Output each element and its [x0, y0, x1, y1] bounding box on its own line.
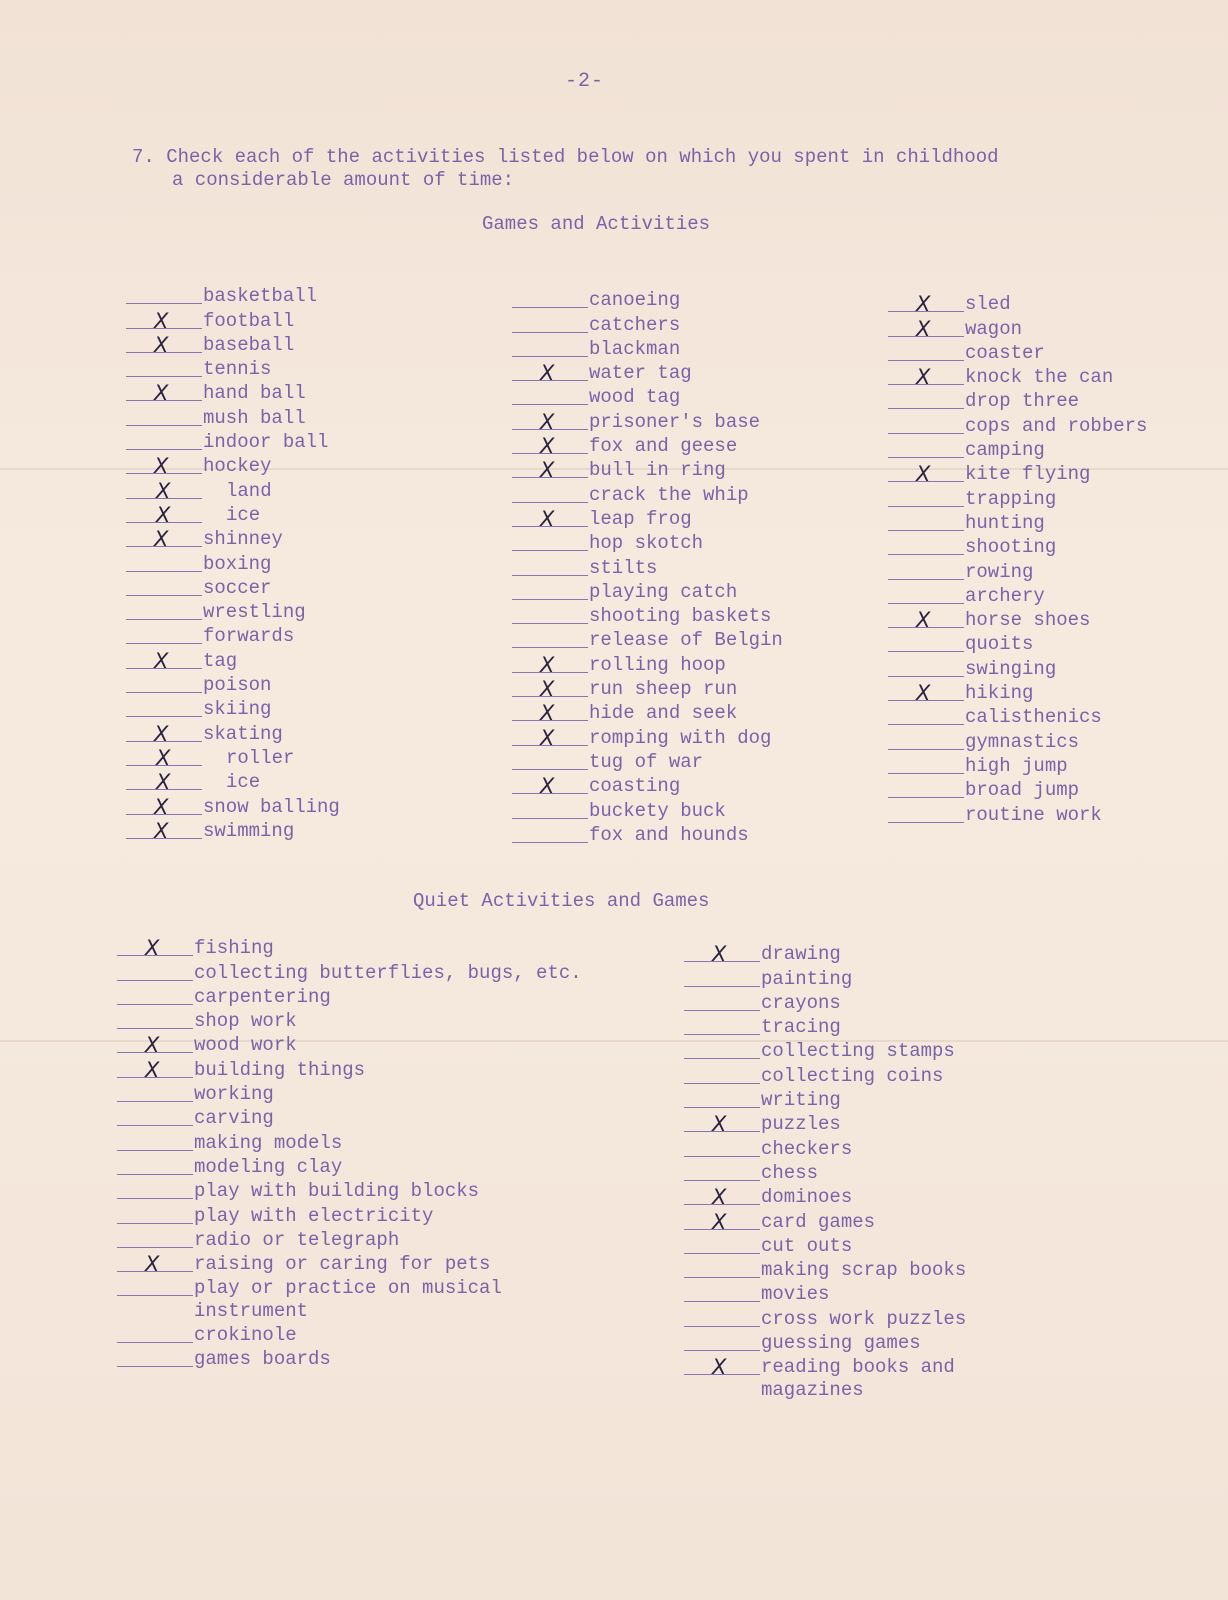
check-mark-icon: X: [540, 701, 555, 726]
checkbox-blank-line[interactable]: [117, 1003, 193, 1005]
checklist-item-label: release of Belgin: [589, 629, 783, 652]
checkbox-blank-line[interactable]: [512, 768, 588, 770]
check-mark-icon: X: [154, 648, 169, 673]
checklist-item-label: swimming: [203, 819, 295, 842]
check-mark-icon: X: [916, 608, 931, 633]
checklist-item-label: basketball: [203, 285, 318, 308]
checkbox-blank-line[interactable]: [684, 1009, 760, 1011]
checkbox-blank-line[interactable]: [888, 432, 964, 434]
checkbox-blank-line[interactable]: [117, 1341, 193, 1343]
check-mark-icon: X: [712, 1209, 727, 1234]
checkbox-blank-line[interactable]: [126, 715, 202, 717]
checklist-item-label: guessing games: [761, 1332, 921, 1355]
checklist-item-label: tug of war: [589, 750, 704, 773]
checklist-item-label: baseball: [203, 333, 295, 356]
checkbox-blank-line[interactable]: [512, 355, 588, 357]
check-mark-icon: X: [540, 677, 555, 702]
check-mark-icon: X: [145, 936, 160, 961]
checklist-item-label: wrestling: [203, 601, 306, 624]
checkbox-blank-line[interactable]: [684, 1252, 760, 1254]
checklist-item-label: carpentering: [194, 985, 331, 1008]
checklist-item-label: crokinole: [194, 1323, 297, 1346]
checkbox-blank-line[interactable]: [512, 598, 588, 600]
checklist-item-label: hop skotch: [589, 532, 704, 555]
checklist-item-label: collecting butterflies, bugs, etc.: [194, 961, 582, 984]
paper-fold: [0, 1040, 1228, 1042]
checklist-item-label: dominoes: [761, 1186, 853, 1209]
check-mark-icon: X: [540, 774, 555, 799]
check-mark-icon: X: [916, 462, 931, 487]
checklist-item-label: hand ball: [203, 382, 306, 405]
checklist-item-label: wood tag: [589, 386, 681, 409]
checklist-item-label: stilts: [589, 556, 658, 579]
checkbox-blank-line[interactable]: [126, 570, 202, 572]
check-mark-icon: X: [540, 409, 555, 434]
checkbox-blank-line[interactable]: [126, 448, 202, 450]
checklist-item-label: shop work: [194, 1010, 297, 1033]
section-title-quiet: Quiet Activities and Games: [413, 890, 710, 912]
checkbox-blank-line[interactable]: [684, 1155, 760, 1157]
checkbox-blank-line[interactable]: [888, 578, 964, 580]
checklist-item-label: checkers: [761, 1137, 853, 1160]
checkbox-blank-line[interactable]: [888, 456, 964, 458]
checklist-item-label: kite flying: [965, 463, 1091, 486]
checklist-item-label: forwards: [203, 625, 295, 648]
checkbox-blank-line[interactable]: [512, 574, 588, 576]
checklist-item-label: indoor ball: [203, 431, 329, 454]
check-mark-icon: X: [540, 506, 555, 531]
checklist-item-label: coasting: [589, 775, 681, 798]
check-mark-icon: X: [156, 478, 171, 503]
checkbox-blank-line[interactable]: [684, 1082, 760, 1084]
checkbox-blank-line[interactable]: [117, 1222, 193, 1224]
checkbox-blank-line[interactable]: [684, 1179, 760, 1181]
checklist-item-label: swinging: [965, 657, 1057, 680]
check-mark-icon: X: [712, 942, 727, 967]
checklist-item-label: play with electricity: [194, 1204, 434, 1227]
checklist-item-label: raising or caring for pets: [194, 1253, 491, 1276]
checkbox-blank-line[interactable]: [126, 594, 202, 596]
checkbox-blank-line[interactable]: [512, 306, 588, 308]
checklist-item-label: hide and seek: [589, 702, 738, 725]
checklist-item-label: prisoner's base: [589, 410, 761, 433]
checkbox-blank-line[interactable]: [126, 375, 202, 377]
checkbox-blank-line[interactable]: [684, 1106, 760, 1108]
checkbox-blank-line[interactable]: [684, 1057, 760, 1059]
check-mark-icon: X: [154, 381, 169, 406]
checklist-item-label: puzzles: [761, 1113, 841, 1136]
checklist-item-label: modeling clay: [194, 1155, 343, 1178]
checkbox-blank-line[interactable]: [888, 602, 964, 604]
checklist-item-label: making scrap books: [761, 1259, 967, 1282]
checkbox-blank-line[interactable]: [512, 403, 588, 405]
check-mark-icon: X: [540, 361, 555, 386]
checklist-item-label: working: [194, 1083, 274, 1106]
checklist-item-label: rolling hoop: [589, 653, 726, 676]
checklist-item-label: collecting stamps: [761, 1040, 955, 1063]
checklist-item-label: drawing: [761, 943, 841, 966]
check-mark-icon: X: [156, 745, 171, 770]
checklist-item-label: playing catch: [589, 580, 738, 603]
checklist-item-label: collecting coins: [761, 1064, 944, 1087]
checkbox-blank-line[interactable]: [888, 723, 964, 725]
checklist-item-label: buckety buck: [589, 799, 726, 822]
checkbox-blank-line[interactable]: [888, 675, 964, 677]
checkbox-blank-line[interactable]: [117, 1124, 193, 1126]
checklist-item-label: radio or telegraph: [194, 1228, 400, 1251]
checklist-item-label: coaster: [965, 341, 1045, 364]
check-mark-icon: X: [154, 527, 169, 552]
checkbox-blank-line[interactable]: [888, 359, 964, 361]
checkbox-blank-line[interactable]: [117, 1246, 193, 1248]
checklist-item-label: movies: [761, 1283, 830, 1306]
checklist-item-label: canoeing: [589, 289, 681, 312]
checklist-item-label: mush ball: [203, 406, 306, 429]
checklist-item-label: cops and robbers: [965, 414, 1148, 437]
check-mark-icon: X: [540, 458, 555, 483]
checklist-item-label: ice: [226, 503, 261, 526]
checkbox-blank-line[interactable]: [888, 505, 964, 507]
checkbox-blank-line[interactable]: [684, 1325, 760, 1327]
check-mark-icon: X: [154, 794, 169, 819]
checklist-item-label: tennis: [203, 358, 272, 381]
checkbox-blank-line[interactable]: [117, 979, 193, 981]
checkbox-blank-line[interactable]: [684, 985, 760, 987]
check-mark-icon: X: [916, 365, 931, 390]
checklist-item-label: chess: [761, 1161, 819, 1184]
checklist-item-label: play with building blocks: [194, 1180, 480, 1203]
checklist-item-label: hiking: [965, 682, 1034, 705]
checklist-item-label: building things: [194, 1058, 366, 1081]
checklist-item-label: romping with dog: [589, 726, 772, 749]
check-mark-icon: X: [154, 308, 169, 333]
checklist-item-label: shooting baskets: [589, 605, 772, 628]
checklist-item-label: catchers: [589, 313, 681, 336]
checkbox-blank-line[interactable]: [888, 748, 964, 750]
checkbox-blank-line[interactable]: [684, 1300, 760, 1302]
checkbox-blank-line[interactable]: [684, 1349, 760, 1351]
check-mark-icon: X: [145, 1057, 160, 1082]
checklist-item-label: run sheep run: [589, 678, 738, 701]
checklist-item-label: water tag: [589, 362, 692, 385]
checklist-item-label: camping: [965, 439, 1045, 462]
checklist-item-label: calisthenics: [965, 706, 1102, 729]
check-mark-icon: X: [154, 332, 169, 357]
checklist-item-label: snow balling: [203, 795, 340, 818]
checklist-item-label: fox and hounds: [589, 823, 749, 846]
checklist-item-label: crayons: [761, 991, 841, 1014]
checklist-item-label: fishing: [194, 937, 274, 960]
checklist-item-label: games boards: [194, 1348, 331, 1371]
checklist-item-label: fox and geese: [589, 435, 738, 458]
checklist-item-label: archery: [965, 584, 1045, 607]
checkbox-blank-line[interactable]: [117, 1100, 193, 1102]
section-title-games: Games and Activities: [482, 213, 711, 235]
checklist-item-label: skiing: [203, 698, 272, 721]
checkbox-blank-line[interactable]: [126, 691, 202, 693]
checklist-item-label: wagon: [965, 317, 1023, 340]
check-mark-icon: X: [145, 1252, 160, 1277]
checkbox-blank-line[interactable]: [126, 642, 202, 644]
checklist-item-label: painting: [761, 967, 853, 990]
checklist-item-label: poison: [203, 674, 272, 697]
check-mark-icon: X: [916, 292, 931, 317]
check-mark-icon: X: [540, 725, 555, 750]
checklist-item-label: football: [203, 309, 295, 332]
checklist-item-label: card games: [761, 1210, 876, 1233]
checkbox-blank-line[interactable]: [117, 1149, 193, 1151]
check-mark-icon: X: [154, 454, 169, 479]
checklist-item-label: shooting: [965, 536, 1057, 559]
checklist-item-label: reading books and: [761, 1356, 955, 1379]
checkbox-blank-line[interactable]: [117, 1294, 193, 1296]
check-mark-icon: X: [712, 1112, 727, 1137]
checklist-item-label: ice: [226, 771, 261, 794]
checklist-item-label: play or practice on musical: [194, 1277, 502, 1300]
checkbox-blank-line[interactable]: [512, 622, 588, 624]
checkbox-blank-line[interactable]: [512, 331, 588, 333]
check-mark-icon: X: [154, 721, 169, 746]
checkbox-blank-line[interactable]: [512, 501, 588, 503]
checkbox-blank-line[interactable]: [684, 1033, 760, 1035]
checkbox-blank-line[interactable]: [684, 1276, 760, 1278]
checkbox-blank-line[interactable]: [512, 549, 588, 551]
checklist-item-label: wood work: [194, 1034, 297, 1057]
checkbox-blank-line[interactable]: [117, 1173, 193, 1175]
page-number: -2-: [565, 70, 605, 93]
checklist-item-label: cross work puzzles: [761, 1307, 967, 1330]
checklist-item-label: skating: [203, 722, 283, 745]
checklist-item-label: drop three: [965, 390, 1080, 413]
check-mark-icon: X: [712, 1185, 727, 1210]
checklist-item-label: high jump: [965, 754, 1068, 777]
checklist-item-label: boxing: [203, 552, 272, 575]
question-line-2: a considerable amount of time:: [172, 169, 515, 191]
checklist-item-label: bull in ring: [589, 459, 726, 482]
checklist-item-label: routine work: [965, 803, 1102, 826]
question-line-1: 7. Check each of the activities listed below on which you spent in childhood: [132, 146, 999, 168]
checklist-item-label: tracing: [761, 1016, 841, 1039]
checklist-item-label: quoits: [965, 633, 1034, 656]
checklist-item-label: land: [226, 479, 272, 502]
checklist-item-label: tag: [203, 649, 238, 672]
checklist-item-label: leap frog: [589, 507, 692, 530]
check-mark-icon: X: [540, 434, 555, 459]
checklist-item-label: shinney: [203, 528, 283, 551]
checklist-item-label: crack the whip: [589, 483, 749, 506]
checklist-item-label: sled: [965, 293, 1011, 316]
checkbox-blank-line[interactable]: [888, 796, 964, 798]
check-mark-icon: X: [712, 1355, 727, 1380]
checkbox-blank-line[interactable]: [117, 1197, 193, 1199]
checklist-item-continuation-label: instrument: [194, 1300, 309, 1323]
checklist-item-label: horse shoes: [965, 609, 1091, 632]
checklist-item-label: blackman: [589, 337, 681, 360]
checkbox-blank-line[interactable]: [512, 841, 588, 843]
checkbox-blank-line[interactable]: [126, 302, 202, 304]
check-mark-icon: X: [540, 652, 555, 677]
checklist-item-label: carving: [194, 1107, 274, 1130]
checklist-item-label: roller: [226, 746, 295, 769]
check-mark-icon: X: [916, 681, 931, 706]
checkbox-blank-line[interactable]: [512, 817, 588, 819]
checkbox-blank-line[interactable]: [512, 646, 588, 648]
checkbox-blank-line[interactable]: [888, 553, 964, 555]
check-mark-icon: X: [154, 818, 169, 843]
checkbox-blank-line[interactable]: [888, 407, 964, 409]
checklist-item-label: knock the can: [965, 366, 1114, 389]
checklist-item-label: writing: [761, 1089, 841, 1112]
checkbox-blank-line[interactable]: [888, 650, 964, 652]
checkbox-blank-line[interactable]: [117, 1027, 193, 1029]
checkbox-blank-line[interactable]: [126, 618, 202, 620]
checklist-item-label: soccer: [203, 576, 272, 599]
check-mark-icon: X: [916, 316, 931, 341]
checklist-item-label: broad jump: [965, 779, 1080, 802]
checklist-item-label: hockey: [203, 455, 272, 478]
check-mark-icon: X: [156, 502, 171, 527]
checkbox-blank-line[interactable]: [888, 821, 964, 823]
checklist-item-label: rowing: [965, 560, 1034, 583]
checklist-item-label: hunting: [965, 511, 1045, 534]
checklist-item-label: cut outs: [761, 1234, 853, 1257]
checklist-item-label: trapping: [965, 487, 1057, 510]
check-mark-icon: X: [156, 770, 171, 795]
check-mark-icon: X: [145, 1033, 160, 1058]
checkbox-blank-line[interactable]: [888, 772, 964, 774]
checklist-item-continuation-label: magazines: [761, 1379, 864, 1402]
checkbox-blank-line[interactable]: [888, 529, 964, 531]
checkbox-blank-line[interactable]: [126, 424, 202, 426]
checklist-item-label: gymnastics: [965, 730, 1080, 753]
checklist-item-label: making models: [194, 1131, 343, 1154]
question-7: [132, 146, 1092, 192]
checkbox-blank-line[interactable]: [117, 1365, 193, 1367]
